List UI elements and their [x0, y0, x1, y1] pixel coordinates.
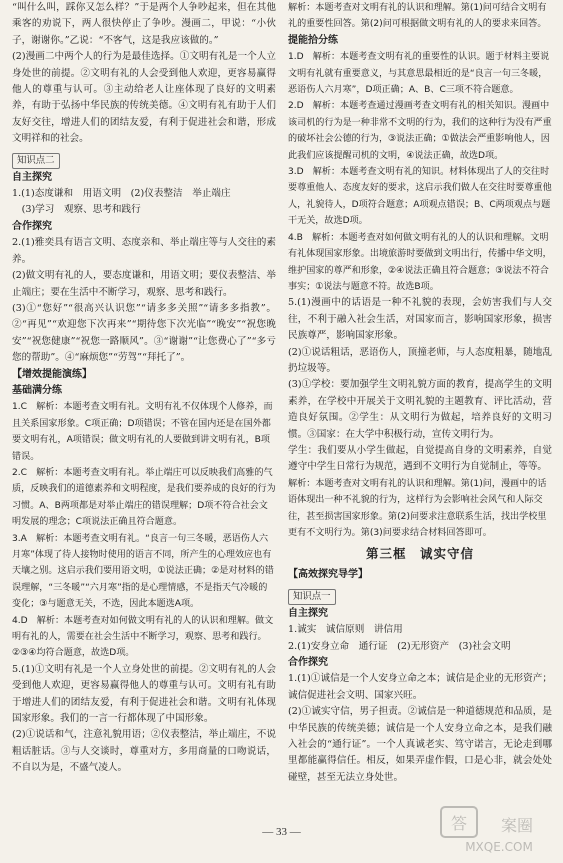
- answer-explanation: 4.D 解析：本题考查对如何做文明有礼的人的认识和理解。做文明有礼的人，需要在社会生活中不断学习，观察、思考和践行。②③④均符合题意，故选D项。: [12, 615, 274, 659]
- answer-explanation: 解析：本题考查对文明有礼的认识和理解。第(1)问，漫画中的话语体现出一种不礼貌的行为，这样行为会影响社会风气和人际交往，甚至损害国家形象。第(2)问要求注意联系生活，找出学校里更有不文明行为。第(3)问要求结合材料回答即可。: [288, 478, 547, 538]
- answer-explanation: 3.D 解析：本题考查文明有礼的知识。材料体现出了人的交往时要尊重他人、态度友好的要求，这启示我们做人在交往时要尊重他人，礼貌待人，D项符合题意；A项观点错误；B、C两项观点与题干无关，故选D项。: [288, 167, 552, 227]
- text-paragraph: 1.(1)①诚信是一个人安身立命之本；诚信是企业的无形资产；诚信促进社会文明、国家兴旺。: [288, 673, 552, 701]
- answer-explanation: 4.B 解析：本题考查对如何做文明有礼的人的认识和理解。文明有礼体现国家形象。出境旅游时要做到文明出行，传播中华文明，维护国家的尊严和形象，②④说法正确且符合题意；③说法不符合事实；①说法与题意不符。故选B项。: [288, 232, 552, 292]
- text-paragraph: 1.(1)态度谦和 用语文明 (2)仪表整洁 举止端庄: [12, 188, 231, 200]
- subsection-heading: 自主探究: [12, 171, 52, 183]
- text-paragraph: 5.(1)①文明有礼是一个人立身处世的前提。②文明有礼的人会受到他人欢迎，更容易赢得他人的尊重与认可。文明有礼有助于增进人们的团结友爱，有利于促进社会和谐。文明有礼体现国家形象。我们的一言一行都体现了中国形象。: [12, 663, 276, 725]
- subsection-heading: 基础满分练: [12, 384, 62, 396]
- section-banner: 【高效探究导学】: [288, 569, 368, 581]
- lesson-title: 第三框 诚实守信: [365, 546, 474, 562]
- text-paragraph: (2)①说话和气，注意礼貌用语；②仪表整洁，举止端庄，不说粗话脏话。③与人交谈时，尊重对方，多用商量的口吻说话，不自以为是，不盛气凌人。: [12, 729, 276, 774]
- text-paragraph: (2)做文明有礼的人，要态度谦和，用语文明；要仪表整洁、举止端庄；要在生活中不断学习，观察、思考和践行。: [12, 270, 276, 298]
- text-paragraph: 学生：我们要从小学生做起，自觉提高自身的文明素养，自觉遵守中学生日常行为规范，遇到不文明行为自觉制止，等等。: [288, 444, 552, 473]
- text-paragraph: 1.诚实 诚信原则 讲信用: [288, 624, 403, 636]
- subsection-heading: 自主探究: [288, 607, 328, 619]
- answer-explanation: 1.D 解析：本题考查文明有礼的重要性的认识。题于材料主要说文明有礼就有重要意义，与其意思最相近的是“良言一句三冬暖，恶语伤人六月寒”，D项正确；A、B、C三项不符合题意。: [288, 52, 550, 96]
- watermark-logo: [439, 805, 557, 857]
- text-paragraph: (2)①说话粗话，恶语伤人，顶撞老师，与人态度粗暴，随地乱扔垃圾等。: [288, 346, 552, 374]
- answer-explanation: 1.C 解析：本题考查文明有礼。文明有礼不仅体现个人修养，而且关系国家形象。C项正确；D项错误；不管在国内还是在国外都要文明有礼，A项错误；做文明有礼的人要做到讲文明有礼，B项错误。: [12, 402, 273, 462]
- knowledge-point-label: 知识点一: [288, 589, 336, 605]
- text-paragraph: “叫什么叫，踩你又怎么样？”于是两个人争吵起来，但在其他乘客的劝说下，两人很快停止了争吵。漫画二，甲说：“小伙子，谢谢你。”乙说：“不客气，这是我应该做的。”: [12, 2, 276, 46]
- text-paragraph: 2.(1)安身立命 通行证 (2)无形资产 (3)社会文明: [288, 640, 511, 652]
- subsection-heading: 提能拾分练: [288, 34, 338, 46]
- section-banner: 【增效提能演练】: [12, 368, 92, 380]
- text-paragraph: 2.(1)雅奕具有语言文明、态度亲和、举止端庄等与人交往的素养。: [12, 237, 276, 265]
- left-column: [12, 0, 276, 777]
- subsection-heading: 合作探究: [288, 657, 328, 669]
- answer-explanation: 2.D 解析：本题考查通过漫画考查文明有礼的相关知识。漫画中该司机的行为是一种非常不文明的行为，我们的这种行为没有严重的破坏社会公德的行为，③说法正确；①做法会严重影响他人，因此我们应该提醒司机的文明，④说法正确，故选D项。: [288, 101, 552, 161]
- text-paragraph: (2)漫画二中两个人的行为是最佳选择。①文明有礼是一个人立身处世的前提。②文明有礼的人会受到他人欢迎，更容易赢得他人的尊重与认可。③主动给老人让座体现了良好的文明素养，有助于弘扬中华民族的传统美德。④文明有礼有助于人们友好交往，增进人们的团结友爱，有利于促进社会和谐，形成文明祥和的社会。: [12, 51, 276, 145]
- text-paragraph: (2)①诚实守信，男子担责。②诚信是一种道德规范和品质，是中华民族的传统美德；诚信是一个人安身立命之本，是我们融入社会的“通行证”。一个人真诚老实、笃守诺言，无论走到哪里都能赢得信任。相反，如果弄虚作假，口是心非，就会处处碰壁，甚至无法立身处世。: [288, 706, 552, 783]
- answer-explanation: 3.A 解析：本题考查文明有礼。“良言一句三冬暖，恶语伤人六月寒”体现了待人接物时使用的语言不同，所产生的心理效应也有天壤之别。这启示我们要用语文明，①说法正确；②是对材料的错误理解，“三冬暖”“六月寒”指的是心理情感，不是指天气冷暖的变化；③与题意无关，不选，因此本题选A项。: [12, 533, 274, 610]
- svg-text:MXQE.COM: MXQE.COM: [465, 840, 533, 854]
- text-paragraph: (3)学习 观察、思考和践行: [12, 204, 141, 216]
- answer-explanation: 解析：本题考查对文明有礼的认识和理解。第(1)问可结合文明有礼的重要性回答。第(2)问可根据做文明有礼的人的要求来回答。: [288, 3, 547, 30]
- knowledge-point-label-row: [12, 148, 276, 170]
- knowledge-point-label-row: [288, 584, 552, 606]
- svg-text:案圈: 案圈: [500, 816, 534, 835]
- text-paragraph: 5.(1)漫画中的话语是一种不礼貌的表现，会妨害我们与人交往，不利于融入社会生活，对国家而言，影响国家形象，损害民族尊严，影响国家形象。: [288, 297, 552, 342]
- text-paragraph: (3)①学校：要加强学生文明礼貌方面的教育，提高学生的文明素养，在学校中开展关于文明礼貌的主题教育、评比活动，营造良好氛围。②学生：从文明行为做起，培养良好的文明习惯。③国家：在大学中积极行动，宣传文明行为。: [288, 379, 552, 440]
- page-number: — 33 —: [262, 826, 301, 838]
- right-column: [288, 0, 552, 786]
- subsection-heading: 合作探究: [12, 220, 52, 232]
- text-paragraph: (3)①“您好”“很高兴认识您”“请多多关照”“请多多指教”。②“再见”“欢迎您下次再来”“期待您下次光临”“晚安”“祝您晚安”“祝您健康”“祝您一路顺风”。③“谢谢”“让您费心了”“多亏您的帮助”。④“麻烦您”“劳驾”“拜托了”。: [12, 302, 276, 364]
- answer-explanation: 2.C 解析：本题考查文明有礼。举止端庄可以反映我们高雅的气质，反映我们的道德素养和文明程度，是我们要养成的良好的行为习惯。A、B两项都是对举止端庄的错误理解；D项不符合社会文明发展的理念；C项说法正确且符合题意。: [12, 467, 276, 528]
- knowledge-point-label: 知识点二: [12, 153, 60, 169]
- svg-text:答: 答: [450, 814, 468, 833]
